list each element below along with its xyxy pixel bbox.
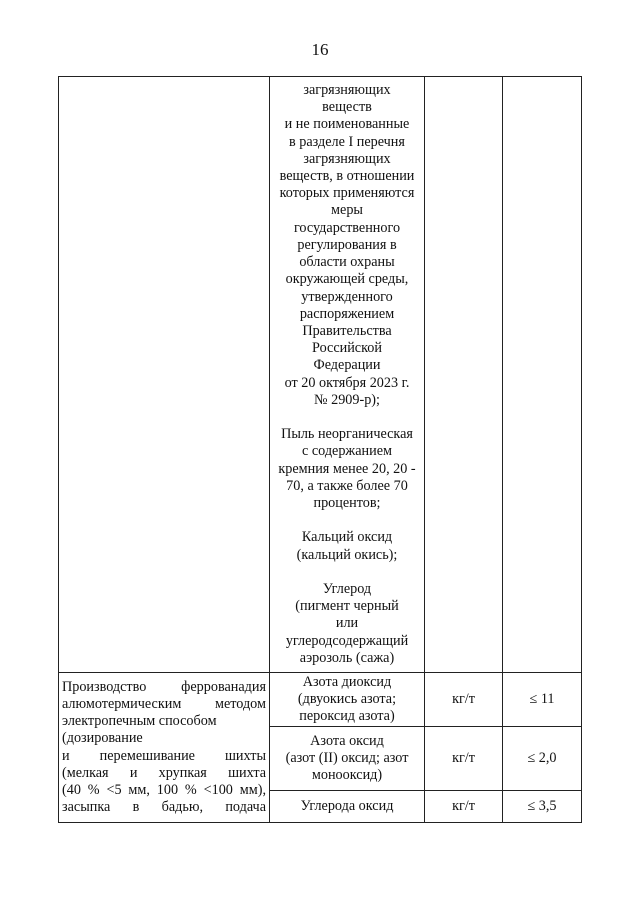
substance-line: процентов; (313, 494, 381, 511)
substance-line: Азота оксид (310, 732, 384, 749)
value-cell-empty (503, 77, 582, 673)
substance-line: Федерации (313, 357, 381, 374)
substance-line: Российской (312, 340, 382, 357)
process-line: алюмотермическим методом (62, 695, 266, 712)
substance-line: кремния менее 20, 20 - (278, 460, 416, 477)
substance-line: области охраны (299, 254, 395, 271)
substance-line: утвержденного (301, 288, 393, 305)
substance-line: окружающей среды, (285, 271, 409, 288)
table-row (59, 673, 582, 727)
substance-line: Пыль неорганическая (281, 426, 413, 443)
value-cell: ≤ 2,0 (503, 727, 582, 791)
substance-line: загрязняющих (303, 150, 391, 167)
substance-cell (270, 77, 425, 673)
substance-line: государственного (293, 219, 401, 236)
process-line: (40 % <5 мм, 100 % <100 мм), (62, 781, 266, 798)
substance-line: веществ (322, 99, 372, 116)
substance-cell (270, 791, 425, 823)
process-cell-empty (59, 77, 270, 673)
substance-line: пероксид азота) (299, 708, 395, 725)
table-row-continued (59, 77, 582, 673)
substance-line: в разделе I перечня (289, 133, 405, 150)
substance-line: меры (331, 202, 363, 219)
unit-cell: кг/т (425, 727, 503, 791)
substance-line: 70, а также более 70 (286, 477, 408, 494)
unit-cell: кг/т (425, 673, 503, 727)
substance-cell (270, 673, 425, 727)
substance-line: и не поименованные (284, 116, 410, 133)
substance-line: с содержанием (302, 443, 392, 460)
substance-line: № 2909-р); (314, 391, 380, 408)
blank-line (273, 564, 421, 581)
blank-line (273, 512, 421, 529)
unit-cell-empty (425, 77, 503, 673)
process-line: засыпка в бадью, подача (62, 799, 266, 816)
substance-line: распоряжением (299, 305, 395, 322)
process-line: (мелкая и хрупкая шихта (62, 764, 266, 781)
substance-line: веществ, в отношении (279, 168, 415, 185)
substance-cell (270, 727, 425, 791)
substance-line: регулирования в (297, 236, 397, 253)
page-number: 16 (311, 40, 329, 59)
process-line: электропечным способом (62, 713, 217, 730)
substance-line: аэрозоль (сажа) (299, 649, 395, 666)
substance-line: Углерод (322, 580, 372, 597)
substance-line: углеродсодержащий (285, 632, 409, 649)
substance-line: загрязняющих (303, 82, 391, 99)
emissions-table (58, 76, 582, 823)
substance-line: (кальций окись); (296, 546, 398, 563)
value-cell: ≤ 3,5 (503, 791, 582, 823)
value-cell: ≤ 11 (503, 673, 582, 727)
substance-line: монооксид) (311, 767, 383, 784)
substance-line: от 20 октября 2023 г. (284, 374, 410, 391)
substance-line: Углерода оксид (300, 797, 394, 814)
substance-line: Кальций оксид (301, 529, 393, 546)
process-description-cell (59, 673, 270, 823)
substance-line: (пигмент черный (295, 598, 399, 615)
substance-line: Азота диоксид (302, 673, 392, 690)
process-line: (дозирование (62, 730, 143, 747)
substance-line: или (335, 615, 359, 632)
blank-line (273, 409, 421, 426)
substance-line: (двуокись азота; (297, 690, 397, 707)
unit-cell: кг/т (425, 791, 503, 823)
substance-line: которых применяются (279, 185, 415, 202)
substance-line: Правительства (302, 322, 392, 339)
substance-line: (азот (II) оксид; азот (285, 749, 409, 766)
process-line: и перемешивание шихты (62, 747, 266, 764)
process-line: Производство феррованадия (62, 678, 266, 695)
